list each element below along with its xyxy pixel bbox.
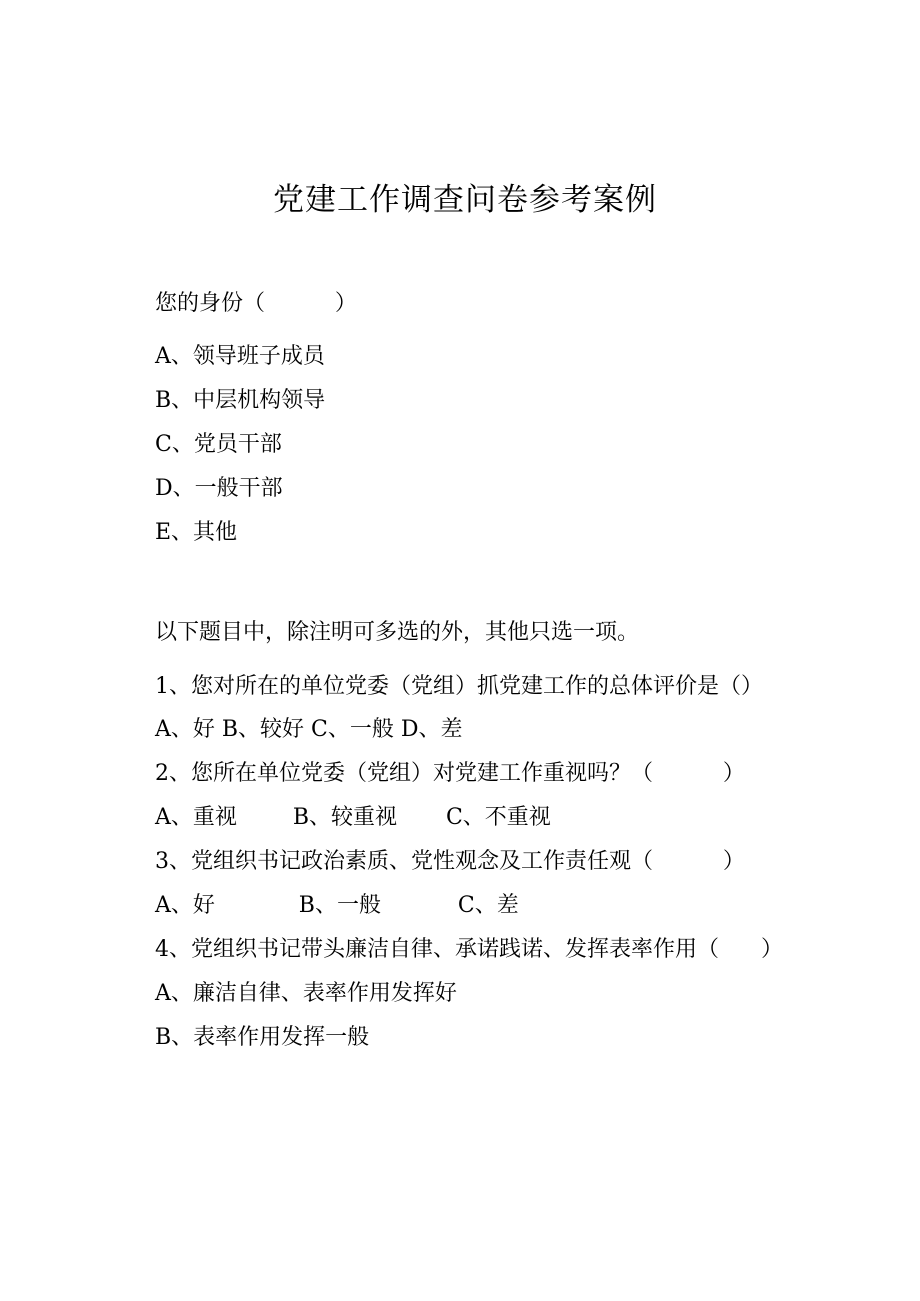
question-1-options: A、好 B、较好 C、一般 D、差: [155, 717, 463, 742]
document-title: 党建工作调查问卷参考案例: [273, 182, 657, 218]
identity-question: 您的身份（ ）: [155, 291, 357, 316]
question-3-options: A、好 B、一般 C、差: [155, 893, 519, 918]
identity-option-c: C、党员干部: [155, 432, 282, 457]
identity-option-d: D、一般干部: [155, 476, 283, 501]
identity-option-e: E、其他: [155, 520, 238, 545]
question-1: 1、您对所在的单位党委（党组）抓党建工作的总体评价是（）: [155, 674, 763, 699]
instruction-text: 以下题目中，除注明可多选的外，其他只选一项。: [155, 620, 640, 645]
question-4: 4、党组织书记带头廉洁自律、承诺践诺、发挥表率作用（ ）: [155, 937, 783, 962]
question-4-option-b: B、表率作用发挥一般: [155, 1025, 370, 1050]
identity-option-b: B、中层机构领导: [155, 388, 326, 413]
identity-option-a: A、领导班子成员: [155, 344, 325, 369]
question-3: 3、党组织书记政治素质、党性观念及工作责任观（ ）: [155, 849, 745, 874]
question-2-options: A、重视 B、较重视 C、不重视: [155, 805, 551, 830]
question-4-option-a: A、廉洁自律、表率作用发挥好: [155, 981, 457, 1006]
question-2: 2、您所在单位党委（党组）对党建工作重视吗？（ ）: [155, 761, 745, 786]
